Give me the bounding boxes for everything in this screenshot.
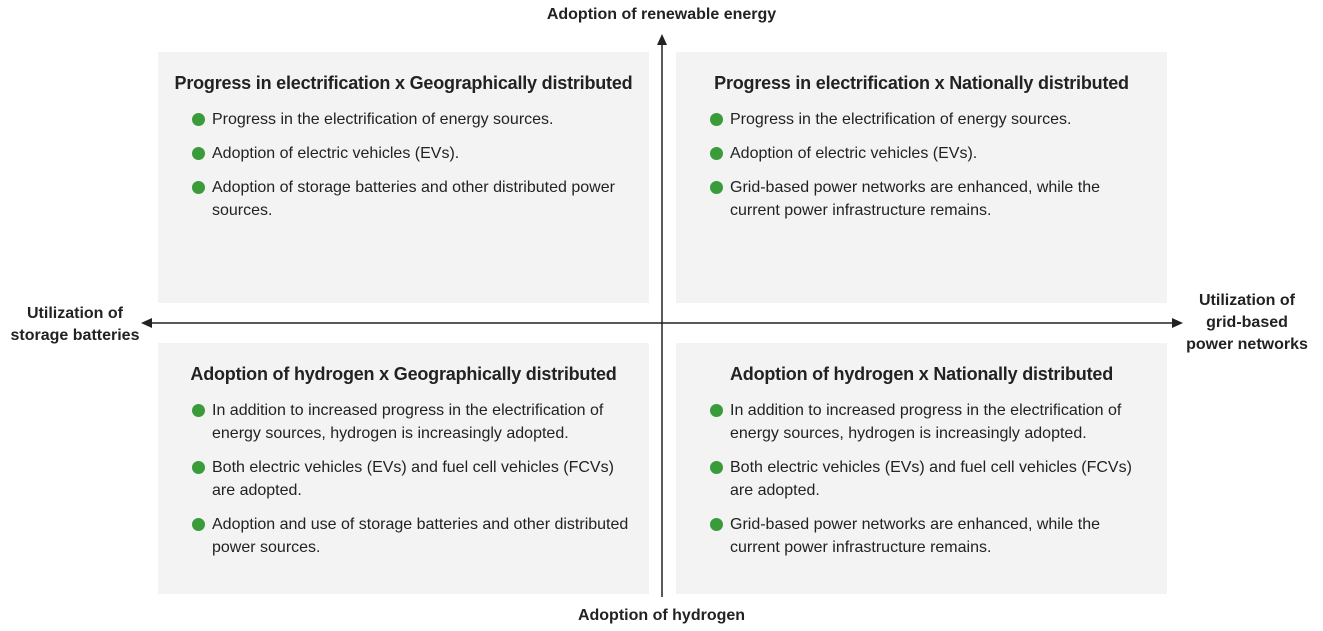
list-item-text: Progress in the electrification of energy sources. (730, 111, 1072, 128)
axis-label-right-line-3: power networks (1186, 336, 1308, 353)
list-item-text: Grid-based power networks are enhanced, while the current power infrastructure remains. (730, 179, 1100, 219)
axis-label-bottom: Adoption of hydrogen (577, 607, 746, 624)
list-item-text: Both electric vehicles (EVs) and fuel cell vehicles (FCVs) are adopted. (730, 459, 1132, 499)
list-item-text: Adoption of electric vehicles (EVs). (730, 145, 978, 162)
list-item-text: In addition to increased progress in the electrification of energy sources, hydrogen is increasingly adopted. (730, 402, 1122, 442)
list-item-text: Adoption of electric vehicles (EVs). (212, 145, 460, 162)
axis-label-left-line-2: storage batteries (10, 327, 140, 344)
axis-label-top: Adoption of renewable energy (546, 6, 777, 23)
axis-label-right-line-2: grid-based (1206, 314, 1288, 331)
quadrant-title: Progress in electrification x Nationally distributed (714, 73, 1129, 93)
list-item-text: Both electric vehicles (EVs) and fuel cell vehicles (FCVs) are adopted. (212, 459, 614, 499)
list-item-text: Adoption and use of storage batteries and other distributed power sources. (212, 516, 629, 556)
list-item-text: Grid-based power networks are enhanced, while the current power infrastructure remains. (730, 516, 1100, 556)
list-item-text: In addition to increased progress in the electrification of energy sources, hydrogen is increasingly adopted. (212, 402, 604, 442)
list-item-text: Adoption of storage batteries and other distributed power sources. (212, 179, 615, 219)
quadrant-title: Adoption of hydrogen x Geographically distributed (190, 364, 617, 384)
list-item-text: Progress in the electrification of energy sources. (212, 111, 554, 128)
axis-label-right-line-1: Utilization of (1199, 292, 1295, 309)
arrow-left-icon (141, 318, 152, 328)
axis-label-left-line-1: Utilization of (27, 305, 123, 322)
arrow-right-icon (1172, 318, 1183, 328)
quadrant-title: Progress in electrification x Geographically distributed (174, 73, 633, 93)
arrow-up-icon (657, 34, 667, 45)
quadrant-title: Adoption of hydrogen x Nationally distributed (730, 364, 1113, 384)
